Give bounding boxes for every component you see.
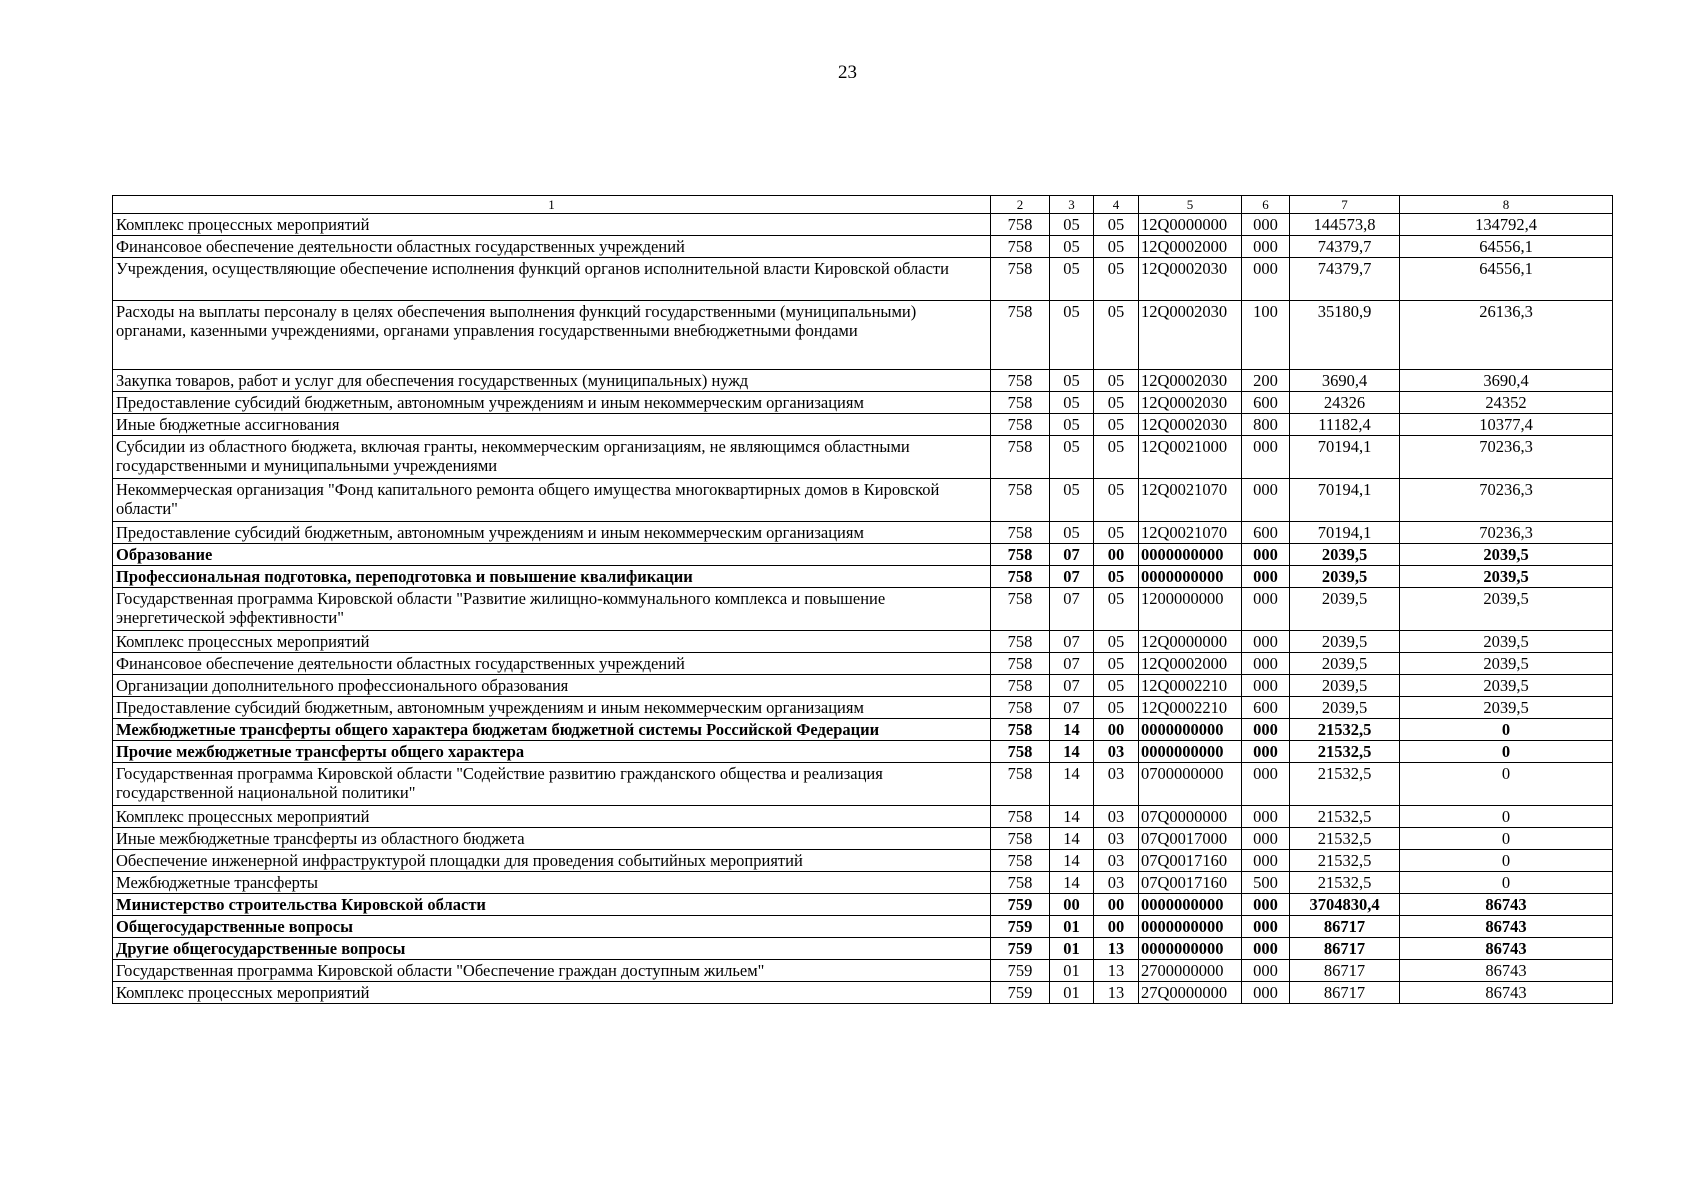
target-article-code-cell: 12Q0000000 <box>1139 631 1242 653</box>
expense-type-code-cell: 000 <box>1242 719 1290 741</box>
row-name-cell: Министерство строительства Кировской области <box>113 894 991 916</box>
budget-table <box>112 195 1613 1004</box>
chapter-code-cell: 758 <box>991 544 1050 566</box>
amount-year-2-cell: 70236,3 <box>1400 436 1613 479</box>
expense-type-code-cell: 000 <box>1242 916 1290 938</box>
section-code-cell: 05 <box>1050 370 1094 392</box>
section-code-cell: 05 <box>1050 214 1094 236</box>
column-number: 6 <box>1242 196 1290 214</box>
expense-type-code-cell: 000 <box>1242 763 1290 806</box>
target-article-code-cell: 0000000000 <box>1139 719 1242 741</box>
chapter-code-cell: 758 <box>991 719 1050 741</box>
column-number: 1 <box>113 196 991 214</box>
chapter-code-cell: 758 <box>991 522 1050 544</box>
subsection-code-cell: 05 <box>1094 392 1139 414</box>
section-code-cell: 07 <box>1050 697 1094 719</box>
subsection-code-cell: 03 <box>1094 828 1139 850</box>
amount-year-2-cell: 10377,4 <box>1400 414 1613 436</box>
amount-year-2-cell: 64556,1 <box>1400 258 1613 301</box>
chapter-code-cell: 758 <box>991 258 1050 301</box>
amount-year-1-cell: 21532,5 <box>1290 828 1400 850</box>
target-article-code-cell: 12Q0002030 <box>1139 258 1242 301</box>
chapter-code-cell: 758 <box>991 301 1050 370</box>
chapter-code-cell: 758 <box>991 414 1050 436</box>
expense-type-code-cell: 000 <box>1242 653 1290 675</box>
chapter-code-cell: 758 <box>991 675 1050 697</box>
table-row <box>113 631 1613 653</box>
column-number: 4 <box>1094 196 1139 214</box>
row-name-cell: Межбюджетные трансферты общего характера бюджетам бюджетной системы Российской Федерации <box>113 719 991 741</box>
column-number: 2 <box>991 196 1050 214</box>
subsection-code-cell: 05 <box>1094 258 1139 301</box>
section-code-cell: 05 <box>1050 414 1094 436</box>
expense-type-code-cell: 000 <box>1242 544 1290 566</box>
subsection-code-cell: 05 <box>1094 436 1139 479</box>
table-row <box>113 741 1613 763</box>
section-code-cell: 07 <box>1050 566 1094 588</box>
amount-year-2-cell: 134792,4 <box>1400 214 1613 236</box>
row-name-cell: Комплекс процессных мероприятий <box>113 982 991 1004</box>
section-code-cell: 14 <box>1050 806 1094 828</box>
section-code-cell: 05 <box>1050 522 1094 544</box>
target-article-code-cell: 12Q0002030 <box>1139 301 1242 370</box>
expense-type-code-cell: 000 <box>1242 960 1290 982</box>
target-article-code-cell: 12Q0002030 <box>1139 392 1242 414</box>
amount-year-2-cell: 3690,4 <box>1400 370 1613 392</box>
row-name-cell: Субсидии из областного бюджета, включая гранты, некоммерческим организациям, не являющимся областными государственными и муниципальными учреждениями <box>113 436 991 479</box>
expense-type-code-cell: 000 <box>1242 741 1290 763</box>
chapter-code-cell: 758 <box>991 436 1050 479</box>
amount-year-1-cell: 2039,5 <box>1290 544 1400 566</box>
expense-type-code-cell: 000 <box>1242 258 1290 301</box>
subsection-code-cell: 05 <box>1094 631 1139 653</box>
amount-year-2-cell: 86743 <box>1400 894 1613 916</box>
amount-year-2-cell: 0 <box>1400 741 1613 763</box>
row-name-cell: Комплекс процессных мероприятий <box>113 631 991 653</box>
subsection-code-cell: 05 <box>1094 301 1139 370</box>
column-number-row <box>113 196 1613 214</box>
amount-year-1-cell: 3704830,4 <box>1290 894 1400 916</box>
table-row <box>113 828 1613 850</box>
table-row <box>113 392 1613 414</box>
amount-year-1-cell: 2039,5 <box>1290 675 1400 697</box>
amount-year-2-cell: 24352 <box>1400 392 1613 414</box>
amount-year-2-cell: 2039,5 <box>1400 631 1613 653</box>
table-row <box>113 806 1613 828</box>
section-code-cell: 14 <box>1050 828 1094 850</box>
chapter-code-cell: 758 <box>991 370 1050 392</box>
subsection-code-cell: 05 <box>1094 675 1139 697</box>
target-article-code-cell: 0000000000 <box>1139 544 1242 566</box>
chapter-code-cell: 758 <box>991 214 1050 236</box>
row-name-cell: Межбюджетные трансферты <box>113 872 991 894</box>
table-row <box>113 872 1613 894</box>
expense-type-code-cell: 200 <box>1242 370 1290 392</box>
section-code-cell: 14 <box>1050 763 1094 806</box>
table-row <box>113 566 1613 588</box>
expense-type-code-cell: 000 <box>1242 894 1290 916</box>
chapter-code-cell: 758 <box>991 588 1050 631</box>
expense-type-code-cell: 000 <box>1242 850 1290 872</box>
section-code-cell: 14 <box>1050 741 1094 763</box>
chapter-code-cell: 759 <box>991 960 1050 982</box>
row-name-cell: Финансовое обеспечение деятельности областных государственных учреждений <box>113 236 991 258</box>
subsection-code-cell: 05 <box>1094 697 1139 719</box>
chapter-code-cell: 758 <box>991 236 1050 258</box>
amount-year-1-cell: 35180,9 <box>1290 301 1400 370</box>
target-article-code-cell: 07Q0000000 <box>1139 806 1242 828</box>
amount-year-1-cell: 2039,5 <box>1290 588 1400 631</box>
amount-year-2-cell: 0 <box>1400 850 1613 872</box>
subsection-code-cell: 05 <box>1094 588 1139 631</box>
row-name-cell: Организации дополнительного профессионального образования <box>113 675 991 697</box>
amount-year-1-cell: 86717 <box>1290 916 1400 938</box>
table-row <box>113 479 1613 522</box>
table-row <box>113 719 1613 741</box>
amount-year-2-cell: 0 <box>1400 828 1613 850</box>
amount-year-1-cell: 70194,1 <box>1290 522 1400 544</box>
table-row <box>113 763 1613 806</box>
section-code-cell: 07 <box>1050 653 1094 675</box>
amount-year-1-cell: 2039,5 <box>1290 697 1400 719</box>
expense-type-code-cell: 000 <box>1242 675 1290 697</box>
table-row <box>113 916 1613 938</box>
section-code-cell: 07 <box>1050 675 1094 697</box>
amount-year-2-cell: 2039,5 <box>1400 653 1613 675</box>
table-row <box>113 370 1613 392</box>
row-name-cell: Профессиональная подготовка, переподготовка и повышение квалификации <box>113 566 991 588</box>
section-code-cell: 05 <box>1050 392 1094 414</box>
amount-year-1-cell: 21532,5 <box>1290 719 1400 741</box>
section-code-cell: 05 <box>1050 479 1094 522</box>
row-name-cell: Обеспечение инженерной инфраструктурой площадки для проведения событийных мероприятий <box>113 850 991 872</box>
table-row <box>113 588 1613 631</box>
target-article-code-cell: 12Q0002000 <box>1139 236 1242 258</box>
amount-year-1-cell: 21532,5 <box>1290 806 1400 828</box>
row-name-cell: Комплекс процессных мероприятий <box>113 214 991 236</box>
expense-type-code-cell: 600 <box>1242 392 1290 414</box>
section-code-cell: 05 <box>1050 301 1094 370</box>
table-row <box>113 675 1613 697</box>
expense-type-code-cell: 000 <box>1242 828 1290 850</box>
target-article-code-cell: 12Q0000000 <box>1139 214 1242 236</box>
row-name-cell: Государственная программа Кировской области "Обеспечение граждан доступным жильем" <box>113 960 991 982</box>
target-article-code-cell: 12Q0021070 <box>1139 522 1242 544</box>
table-row <box>113 938 1613 960</box>
amount-year-1-cell: 2039,5 <box>1290 653 1400 675</box>
target-article-code-cell: 2700000000 <box>1139 960 1242 982</box>
table-row <box>113 894 1613 916</box>
subsection-code-cell: 13 <box>1094 982 1139 1004</box>
table-row <box>113 301 1613 370</box>
amount-year-2-cell: 86743 <box>1400 916 1613 938</box>
section-code-cell: 14 <box>1050 850 1094 872</box>
amount-year-1-cell: 74379,7 <box>1290 236 1400 258</box>
chapter-code-cell: 758 <box>991 828 1050 850</box>
amount-year-2-cell: 64556,1 <box>1400 236 1613 258</box>
amount-year-1-cell: 86717 <box>1290 960 1400 982</box>
target-article-code-cell: 1200000000 <box>1139 588 1242 631</box>
target-article-code-cell: 0000000000 <box>1139 938 1242 960</box>
expense-type-code-cell: 000 <box>1242 566 1290 588</box>
table-row <box>113 436 1613 479</box>
subsection-code-cell: 05 <box>1094 522 1139 544</box>
table-row <box>113 653 1613 675</box>
section-code-cell: 00 <box>1050 894 1094 916</box>
section-code-cell: 05 <box>1050 258 1094 301</box>
subsection-code-cell: 03 <box>1094 741 1139 763</box>
row-name-cell: Предоставление субсидий бюджетным, автономным учреждениям и иным некоммерческим организациям <box>113 392 991 414</box>
column-number: 8 <box>1400 196 1613 214</box>
subsection-code-cell: 05 <box>1094 653 1139 675</box>
target-article-code-cell: 07Q0017160 <box>1139 850 1242 872</box>
row-name-cell: Иные бюджетные ассигнования <box>113 414 991 436</box>
target-article-code-cell: 0000000000 <box>1139 741 1242 763</box>
amount-year-2-cell: 2039,5 <box>1400 697 1613 719</box>
amount-year-1-cell: 86717 <box>1290 982 1400 1004</box>
amount-year-2-cell: 86743 <box>1400 960 1613 982</box>
chapter-code-cell: 759 <box>991 982 1050 1004</box>
target-article-code-cell: 07Q0017000 <box>1139 828 1242 850</box>
row-name-cell: Прочие межбюджетные трансферты общего характера <box>113 741 991 763</box>
amount-year-1-cell: 3690,4 <box>1290 370 1400 392</box>
subsection-code-cell: 03 <box>1094 850 1139 872</box>
column-number: 5 <box>1139 196 1242 214</box>
amount-year-1-cell: 11182,4 <box>1290 414 1400 436</box>
target-article-code-cell: 0700000000 <box>1139 763 1242 806</box>
table-row <box>113 258 1613 301</box>
amount-year-1-cell: 21532,5 <box>1290 872 1400 894</box>
target-article-code-cell: 12Q0002210 <box>1139 697 1242 719</box>
subsection-code-cell: 05 <box>1094 236 1139 258</box>
amount-year-1-cell: 2039,5 <box>1290 566 1400 588</box>
section-code-cell: 07 <box>1050 631 1094 653</box>
chapter-code-cell: 758 <box>991 697 1050 719</box>
chapter-code-cell: 758 <box>991 653 1050 675</box>
expense-type-code-cell: 000 <box>1242 436 1290 479</box>
amount-year-2-cell: 0 <box>1400 763 1613 806</box>
expense-type-code-cell: 000 <box>1242 982 1290 1004</box>
section-code-cell: 05 <box>1050 436 1094 479</box>
subsection-code-cell: 05 <box>1094 414 1139 436</box>
expense-type-code-cell: 800 <box>1242 414 1290 436</box>
table-row <box>113 214 1613 236</box>
amount-year-2-cell: 0 <box>1400 806 1613 828</box>
chapter-code-cell: 758 <box>991 806 1050 828</box>
target-article-code-cell: 12Q0002030 <box>1139 370 1242 392</box>
expense-type-code-cell: 100 <box>1242 301 1290 370</box>
chapter-code-cell: 758 <box>991 850 1050 872</box>
amount-year-2-cell: 26136,3 <box>1400 301 1613 370</box>
row-name-cell: Закупка товаров, работ и услуг для обеспечения государственных (муниципальных) нужд <box>113 370 991 392</box>
amount-year-1-cell: 70194,1 <box>1290 479 1400 522</box>
expense-type-code-cell: 000 <box>1242 236 1290 258</box>
section-code-cell: 01 <box>1050 938 1094 960</box>
target-article-code-cell: 12Q0021000 <box>1139 436 1242 479</box>
chapter-code-cell: 758 <box>991 741 1050 763</box>
expense-type-code-cell: 000 <box>1242 806 1290 828</box>
row-name-cell: Другие общегосударственные вопросы <box>113 938 991 960</box>
amount-year-2-cell: 70236,3 <box>1400 479 1613 522</box>
chapter-code-cell: 758 <box>991 763 1050 806</box>
row-name-cell: Предоставление субсидий бюджетным, автономным учреждениям и иным некоммерческим организациям <box>113 522 991 544</box>
expense-type-code-cell: 000 <box>1242 214 1290 236</box>
table-row <box>113 960 1613 982</box>
subsection-code-cell: 00 <box>1094 916 1139 938</box>
section-code-cell: 01 <box>1050 982 1094 1004</box>
expense-type-code-cell: 600 <box>1242 697 1290 719</box>
table-body <box>113 196 1613 1004</box>
table-row <box>113 850 1613 872</box>
section-code-cell: 05 <box>1050 236 1094 258</box>
amount-year-1-cell: 86717 <box>1290 938 1400 960</box>
table-row <box>113 522 1613 544</box>
target-article-code-cell: 12Q0002030 <box>1139 414 1242 436</box>
target-article-code-cell: 0000000000 <box>1139 894 1242 916</box>
section-code-cell: 07 <box>1050 588 1094 631</box>
subsection-code-cell: 03 <box>1094 763 1139 806</box>
subsection-code-cell: 05 <box>1094 566 1139 588</box>
section-code-cell: 01 <box>1050 916 1094 938</box>
expense-type-code-cell: 000 <box>1242 631 1290 653</box>
amount-year-2-cell: 2039,5 <box>1400 588 1613 631</box>
row-name-cell: Комплекс процессных мероприятий <box>113 806 991 828</box>
subsection-code-cell: 05 <box>1094 479 1139 522</box>
row-name-cell: Расходы на выплаты персоналу в целях обеспечения выполнения функций государственными (муниципальными) органами, казенными учреждениями, органами управления государственными внебюджетными фондами <box>113 301 991 370</box>
amount-year-1-cell: 144573,8 <box>1290 214 1400 236</box>
chapter-code-cell: 758 <box>991 479 1050 522</box>
target-article-code-cell: 12Q0002000 <box>1139 653 1242 675</box>
table-row <box>113 544 1613 566</box>
amount-year-1-cell: 74379,7 <box>1290 258 1400 301</box>
target-article-code-cell: 12Q0021070 <box>1139 479 1242 522</box>
subsection-code-cell: 03 <box>1094 872 1139 894</box>
chapter-code-cell: 758 <box>991 392 1050 414</box>
subsection-code-cell: 03 <box>1094 806 1139 828</box>
table-row <box>113 414 1613 436</box>
subsection-code-cell: 05 <box>1094 214 1139 236</box>
target-article-code-cell: 12Q0002210 <box>1139 675 1242 697</box>
row-name-cell: Некоммерческая организация "Фонд капитального ремонта общего имущества многоквартирных домов в Кировской области" <box>113 479 991 522</box>
subsection-code-cell: 05 <box>1094 370 1139 392</box>
amount-year-2-cell: 2039,5 <box>1400 544 1613 566</box>
row-name-cell: Финансовое обеспечение деятельности областных государственных учреждений <box>113 653 991 675</box>
table-row <box>113 697 1613 719</box>
amount-year-2-cell: 86743 <box>1400 982 1613 1004</box>
column-number: 7 <box>1290 196 1400 214</box>
section-code-cell: 07 <box>1050 544 1094 566</box>
amount-year-2-cell: 2039,5 <box>1400 566 1613 588</box>
amount-year-1-cell: 21532,5 <box>1290 741 1400 763</box>
target-article-code-cell: 27Q0000000 <box>1139 982 1242 1004</box>
table-row <box>113 982 1613 1004</box>
amount-year-1-cell: 24326 <box>1290 392 1400 414</box>
subsection-code-cell: 13 <box>1094 938 1139 960</box>
table-row <box>113 236 1613 258</box>
chapter-code-cell: 758 <box>991 872 1050 894</box>
row-name-cell: Образование <box>113 544 991 566</box>
column-number: 3 <box>1050 196 1094 214</box>
chapter-code-cell: 759 <box>991 916 1050 938</box>
chapter-code-cell: 759 <box>991 938 1050 960</box>
amount-year-1-cell: 2039,5 <box>1290 631 1400 653</box>
amount-year-1-cell: 21532,5 <box>1290 850 1400 872</box>
amount-year-2-cell: 0 <box>1400 719 1613 741</box>
chapter-code-cell: 759 <box>991 894 1050 916</box>
amount-year-2-cell: 70236,3 <box>1400 522 1613 544</box>
row-name-cell: Государственная программа Кировской области "Развитие жилищно-коммунального комплекса и повышение энергетической эффективности" <box>113 588 991 631</box>
amount-year-2-cell: 0 <box>1400 872 1613 894</box>
amount-year-2-cell: 86743 <box>1400 938 1613 960</box>
row-name-cell: Предоставление субсидий бюджетным, автономным учреждениям и иным некоммерческим организациям <box>113 697 991 719</box>
expense-type-code-cell: 500 <box>1242 872 1290 894</box>
expense-type-code-cell: 000 <box>1242 588 1290 631</box>
subsection-code-cell: 00 <box>1094 719 1139 741</box>
expense-type-code-cell: 000 <box>1242 479 1290 522</box>
expense-type-code-cell: 000 <box>1242 938 1290 960</box>
amount-year-2-cell: 2039,5 <box>1400 675 1613 697</box>
row-name-cell: Иные межбюджетные трансферты из областного бюджета <box>113 828 991 850</box>
row-name-cell: Учреждения, осуществляющие обеспечение исполнения функций органов исполнительной власти Кировской области <box>113 258 991 301</box>
row-name-cell: Общегосударственные вопросы <box>113 916 991 938</box>
subsection-code-cell: 00 <box>1094 894 1139 916</box>
chapter-code-cell: 758 <box>991 631 1050 653</box>
target-article-code-cell: 07Q0017160 <box>1139 872 1242 894</box>
section-code-cell: 01 <box>1050 960 1094 982</box>
row-name-cell: Государственная программа Кировской области "Содействие развитию гражданского общества и реализация государственной национальной политики" <box>113 763 991 806</box>
chapter-code-cell: 758 <box>991 566 1050 588</box>
section-code-cell: 14 <box>1050 719 1094 741</box>
amount-year-1-cell: 21532,5 <box>1290 763 1400 806</box>
expense-type-code-cell: 600 <box>1242 522 1290 544</box>
target-article-code-cell: 0000000000 <box>1139 916 1242 938</box>
section-code-cell: 14 <box>1050 872 1094 894</box>
page-number: 23 <box>838 62 857 83</box>
subsection-code-cell: 13 <box>1094 960 1139 982</box>
subsection-code-cell: 00 <box>1094 544 1139 566</box>
target-article-code-cell: 0000000000 <box>1139 566 1242 588</box>
amount-year-1-cell: 70194,1 <box>1290 436 1400 479</box>
